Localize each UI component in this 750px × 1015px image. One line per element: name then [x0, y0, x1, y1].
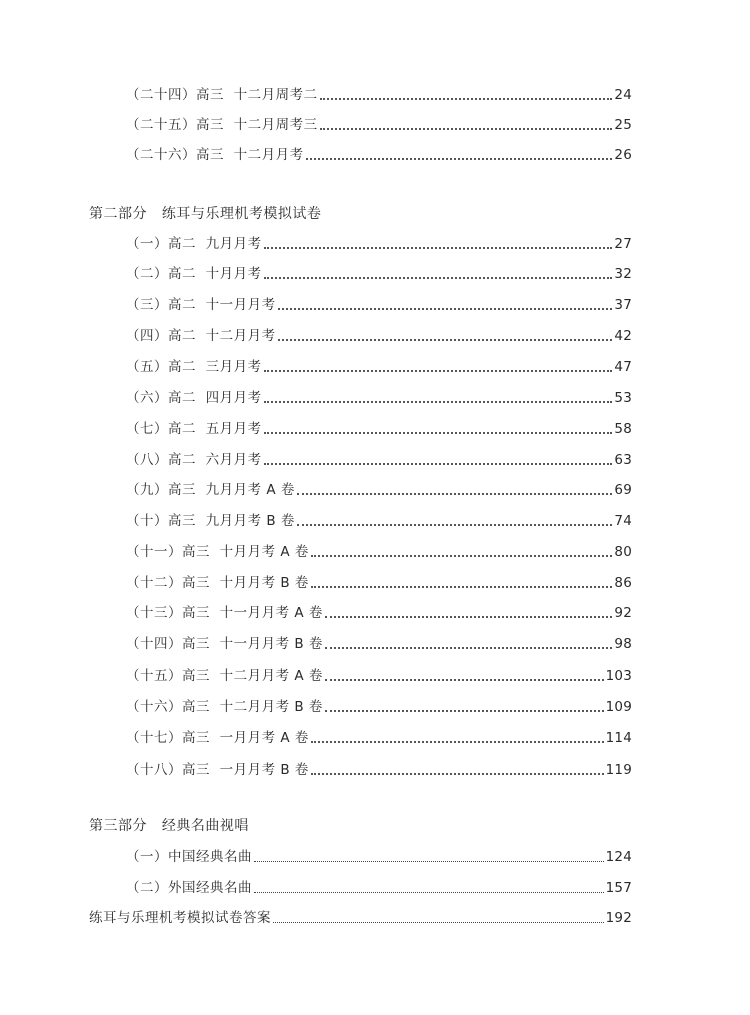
toc-entry [126, 727, 632, 749]
leader-dots [264, 277, 613, 279]
toc-entry-label: （二十五）高三 十二月周考三 [126, 117, 318, 133]
toc-entry [126, 449, 632, 471]
toc-entry-page: 42 [614, 328, 632, 344]
leader-dots [273, 922, 604, 923]
toc-entry-label: （二十六）高三 十二月月考 [126, 147, 304, 163]
toc-entry-page: 124 [605, 849, 632, 865]
toc-entry-label: （十六）高三 十二月月考 B 卷 [126, 699, 323, 715]
toc-entry [126, 325, 632, 347]
toc-entry-page: 47 [614, 359, 632, 375]
leader-dots [325, 647, 612, 649]
toc-entry-page: 74 [614, 513, 632, 529]
leader-dots [264, 401, 613, 403]
leader-dots [264, 463, 613, 465]
toc-entry [126, 846, 632, 868]
toc-entry [126, 479, 632, 501]
toc-entry-label: （十四）高三 十一月月考 B 卷 [126, 636, 323, 652]
leader-dots [311, 555, 613, 557]
leader-dots [297, 524, 612, 526]
leader-dots [254, 892, 604, 893]
toc-entry [126, 387, 632, 409]
leader-dots [278, 308, 613, 310]
toc-entry-label: （四）高二 十二月月考 [126, 328, 276, 344]
leader-dots [264, 432, 613, 434]
leader-dots [264, 247, 613, 249]
toc-entry-label: （十二）高三 十月月考 B 卷 [126, 575, 309, 591]
toc-entry-page: 53 [614, 390, 632, 406]
leader-dots [306, 158, 613, 160]
toc-entry-page: 58 [614, 421, 632, 437]
leader-dots [325, 616, 613, 618]
toc-entry-page: 192 [605, 910, 632, 926]
toc-entry [126, 233, 632, 255]
toc-entry [126, 665, 632, 687]
toc-entry-page: 86 [614, 575, 632, 591]
toc-entry-page: 24 [614, 87, 632, 103]
toc-entry-label: （一）中国经典名曲 [126, 849, 252, 865]
toc-entry-label: （一）高二 九月月考 [126, 236, 262, 252]
toc-entry-label: （十三）高三 十一月月考 A 卷 [126, 605, 323, 621]
leader-dots [320, 98, 613, 100]
toc-entry [126, 877, 632, 899]
toc-entry [126, 572, 632, 594]
leader-dots [325, 710, 604, 712]
toc-entry-label: （十八）高三 一月月考 B 卷 [126, 762, 309, 778]
toc-entry [126, 759, 632, 781]
toc-entry [126, 356, 632, 378]
toc-entry-page: 63 [614, 452, 632, 468]
toc-entry-page: 92 [614, 605, 632, 621]
toc-entry-page: 98 [614, 636, 632, 652]
toc-entry [126, 114, 632, 136]
toc-entry-label: （二）外国经典名曲 [126, 880, 252, 896]
toc-entry-page: 80 [614, 544, 632, 560]
toc-entry-label: （八）高二 六月月考 [126, 452, 262, 468]
toc-entry-label: （十）高三 九月月考 B 卷 [126, 513, 295, 529]
leader-dots [320, 128, 613, 130]
toc-entry-label: （三）高二 十一月月考 [126, 297, 276, 313]
toc-entry-answers [89, 907, 632, 929]
toc-entry [126, 263, 632, 285]
toc-entry-label: （九）高三 九月月考 A 卷 [126, 482, 295, 498]
toc-entry-label: （二十四）高三 十二月周考二 [126, 87, 318, 103]
toc-entry-label: （十七）高三 一月月考 A 卷 [126, 730, 309, 746]
toc-entry-page: 37 [614, 297, 632, 313]
toc-entry-page: 114 [605, 730, 632, 746]
section-title-part3: 第三部分 经典名曲视唱 [89, 818, 249, 834]
toc-entry-label: （十五）高三 十二月月考 A 卷 [126, 668, 323, 684]
section-title-part2: 第二部分 练耳与乐理机考模拟试卷 [89, 206, 322, 222]
toc-entry [126, 633, 632, 655]
toc-entry-page: 26 [614, 147, 632, 163]
toc-entry-label: 练耳与乐理机考模拟试卷答案 [89, 910, 271, 926]
toc-entry [126, 510, 632, 532]
leader-dots [297, 493, 613, 495]
toc-entry [126, 84, 632, 106]
toc-entry [126, 541, 632, 563]
toc-entry-page: 119 [605, 762, 632, 778]
toc-entry-page: 69 [614, 482, 632, 498]
toc-entry-page: 32 [614, 266, 632, 282]
leader-dots [325, 679, 604, 681]
leader-dots [311, 741, 604, 743]
leader-dots [311, 586, 612, 588]
leader-dots [278, 339, 613, 341]
toc-entry [126, 602, 632, 624]
toc-entry [126, 294, 632, 316]
toc-entry-page: 25 [614, 117, 632, 133]
toc-entry [126, 144, 632, 166]
toc-entry-label: （十一）高三 十月月考 A 卷 [126, 544, 309, 560]
leader-dots [254, 861, 604, 862]
toc-entry-page: 157 [605, 880, 632, 896]
toc-entry-label: （七）高二 五月月考 [126, 421, 262, 437]
leader-dots [264, 370, 613, 372]
toc-entry-page: 27 [614, 236, 632, 252]
toc-entry [126, 418, 632, 440]
toc-entry-label: （六）高二 四月月考 [126, 390, 262, 406]
toc-entry-label: （二）高二 十月月考 [126, 266, 262, 282]
toc-entry-label: （五）高二 三月月考 [126, 359, 262, 375]
toc-entry-page: 109 [605, 699, 632, 715]
toc-entry [126, 696, 632, 718]
toc-entry-page: 103 [605, 668, 632, 684]
leader-dots [311, 773, 604, 775]
